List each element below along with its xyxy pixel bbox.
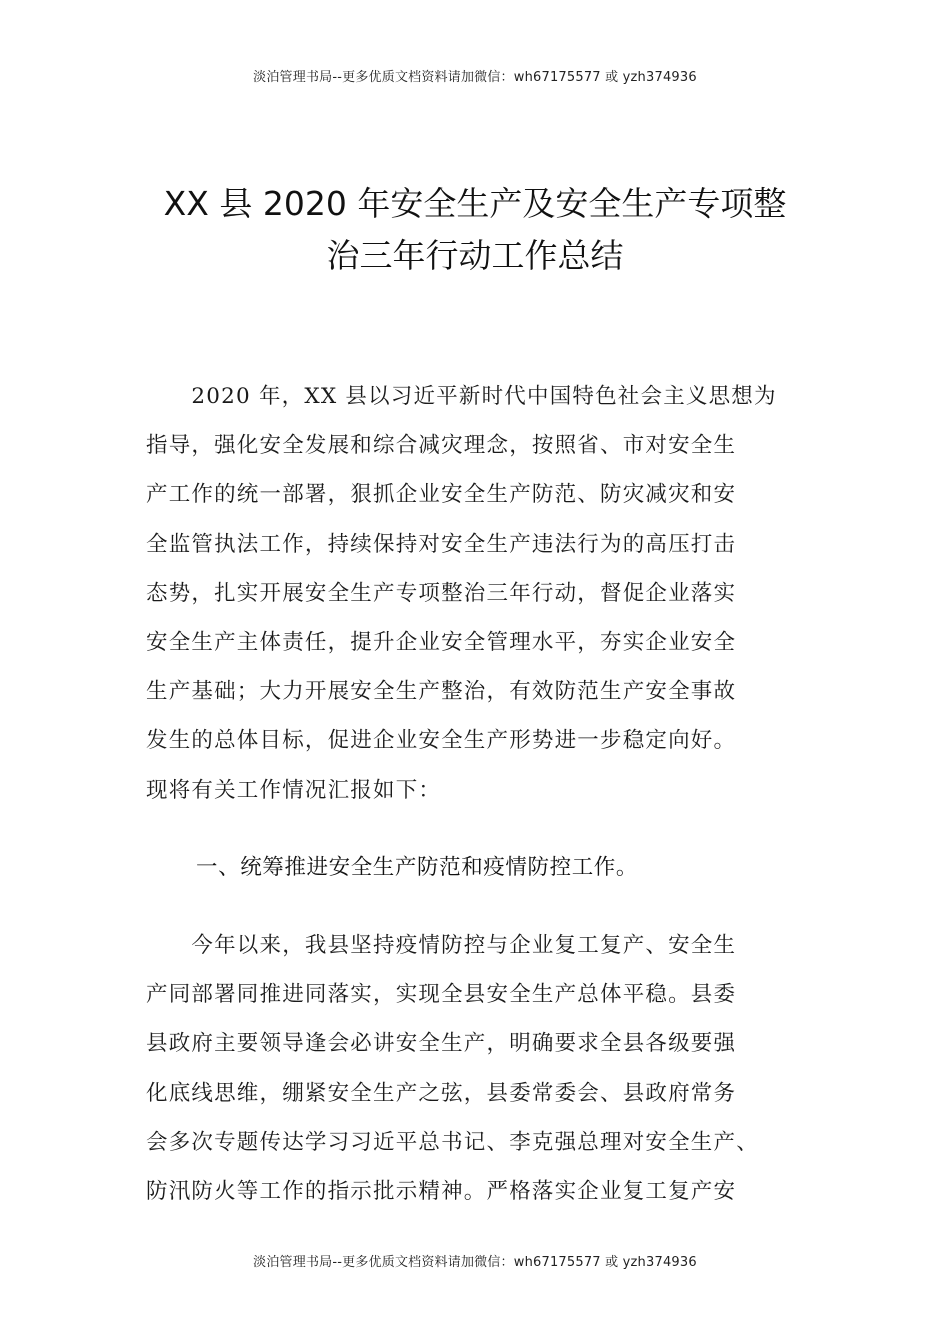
text-line: 县政府主要领导逢会必讲安全生产，明确要求全县各级要强 — [146, 1031, 737, 1057]
section-1-paragraph — [146, 921, 806, 1216]
text-line: 2020 年，XX 县以习近平新时代中国特色社会主义思想为 — [146, 384, 777, 409]
text-line: 产同部署同推进同落实，实现全县安全生产总体平稳。县委 — [146, 982, 737, 1008]
intro-paragraph — [146, 372, 806, 815]
text-line: 安全生产主体责任，提升企业安全管理水平，夯实企业安全 — [146, 630, 737, 656]
text-line: 产工作的统一部署，狠抓企业安全生产防范、防灾减灾和安 — [146, 482, 737, 508]
text-line: 会多次专题传达学习习近平总书记、李克强总理对安全生产、 — [146, 1129, 759, 1155]
text-line: 防汛防火等工作的指示批示精神。严格落实企业复工复产安 — [146, 1179, 737, 1205]
document-title — [120, 178, 830, 282]
text-line: 全监管执法工作，持续保持对安全生产违法行为的高压打击 — [146, 531, 737, 557]
text-line: 发生的总体目标，促进企业安全生产形势进一步稳定向好。 — [146, 728, 737, 754]
text-line: 化底线思维，绷紧安全生产之弦，县委常委会、县政府常务 — [146, 1080, 737, 1106]
text-line: 现将有关工作情况汇报如下： — [146, 777, 442, 803]
section-heading-1: 一、统筹推进安全生产防范和疫情防控工作。 — [196, 855, 639, 880]
page-header-watermark: 淡泊管理书局--更多优质文档资料请加微信：wh67175577 或 yzh374936 — [253, 70, 697, 85]
text-line: 指导，强化安全发展和综合减灾理念，按照省、市对安全生 — [146, 433, 737, 459]
title-line-2: 治三年行动工作总结 — [326, 236, 624, 275]
text-line: 生产基础；大力开展安全生产整治，有效防范生产安全事故 — [146, 679, 737, 705]
title-line-1: XX 县 2020 年安全生产及安全生产专项整 — [163, 184, 787, 223]
text-line: 今年以来，我县坚持疫情防控与企业复工复产、安全生 — [146, 933, 737, 958]
page-footer-watermark: 淡泊管理书局--更多优质文档资料请加微信：wh67175577 或 yzh374936 — [253, 1255, 697, 1270]
text-line: 态势，扎实开展安全生产专项整治三年行动，督促企业落实 — [146, 580, 737, 606]
